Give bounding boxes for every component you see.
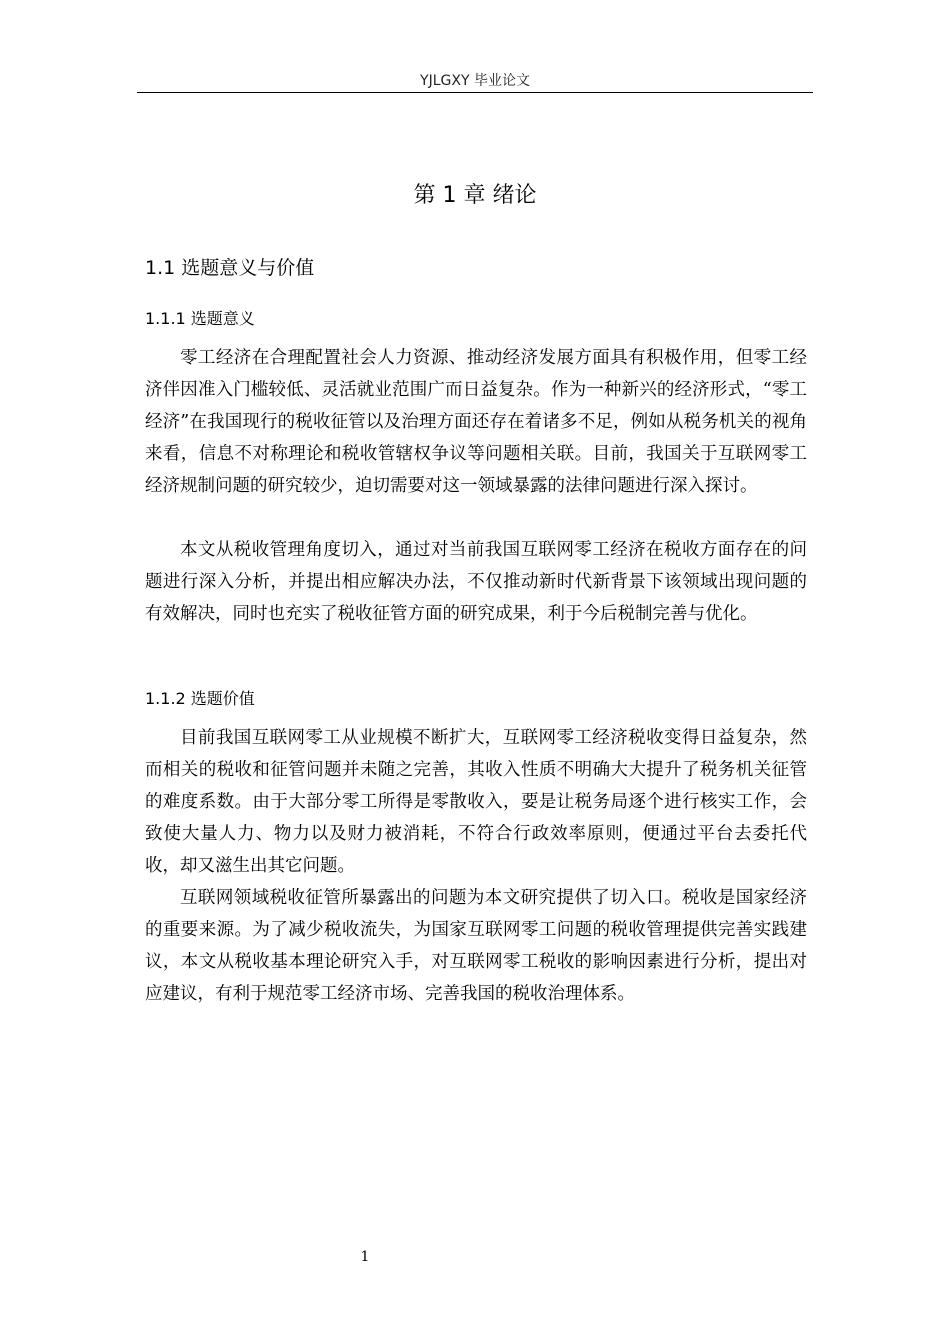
chapter-title: 第 1 章 绪论 <box>413 183 537 208</box>
header-rule <box>137 92 813 93</box>
paragraph: 本文从税收管理角度切入，通过对当前我国互联网零工经济在税收方面存在的问题进行深入分析，并提出相应解决办法，不仅推动新时代新背景下该领域出现问题的有效解决，同时也充实了税收征管方面的研究成果，利于今后税制完善与优化。 <box>145 540 807 624</box>
page-number: 1 <box>360 1249 370 1265</box>
paragraph: 零工经济在合理配置社会人力资源、推动经济发展方面具有积极作用，但零工经济伴因准入门槛较低、灵活就业范围广而日益复杂。作为一种新兴的经济形式，“零工经济”在我国现行的税收征管以及治理方面还存在着诸多不足，例如从税务机关的视角来看，信息不对称理论和税收管辖权争议等问题相关联。目前，我国关于互联网零工经济规制问题的研究较少，迫切需要对这一领域暴露的法律问题进行深入探讨。 <box>145 348 807 496</box>
running-header: YJLGXY 毕业论文 <box>420 73 530 89</box>
paragraph: 目前我国互联网零工从业规模不断扩大，互联网零工经济税收变得日益复杂，然而相关的税收和征管问题并未随之完善，其收入性质不明确大大提升了税务机关征管的难度系数。由于大部分零工所得是零散收入，要是让税务局逐个进行核实工作，会致使大量人力、物力以及财力被消耗，不符合行政效率原则，便通过平台去委托代收，却又滋生出其它问题。 <box>145 728 807 876</box>
section-heading: 1.1 选题意义与价值 <box>145 257 315 279</box>
subsection-heading-significance: 1.1.1 选题意义 <box>145 309 255 328</box>
subsection-heading-value: 1.1.2 选题价值 <box>145 689 255 708</box>
paragraph: 互联网领域税收征管所暴露出的问题为本文研究提供了切入口。税收是国家经济的重要来源。为了减少税收流失，为国家互联网零工问题的税收管理提供完善实践建议，本文从税收基本理论研究入手，对互联网零工税收的影响因素进行分析，提出对应建议，有利于规范零工经济市场、完善我国的税收治理体系。 <box>145 888 807 1004</box>
